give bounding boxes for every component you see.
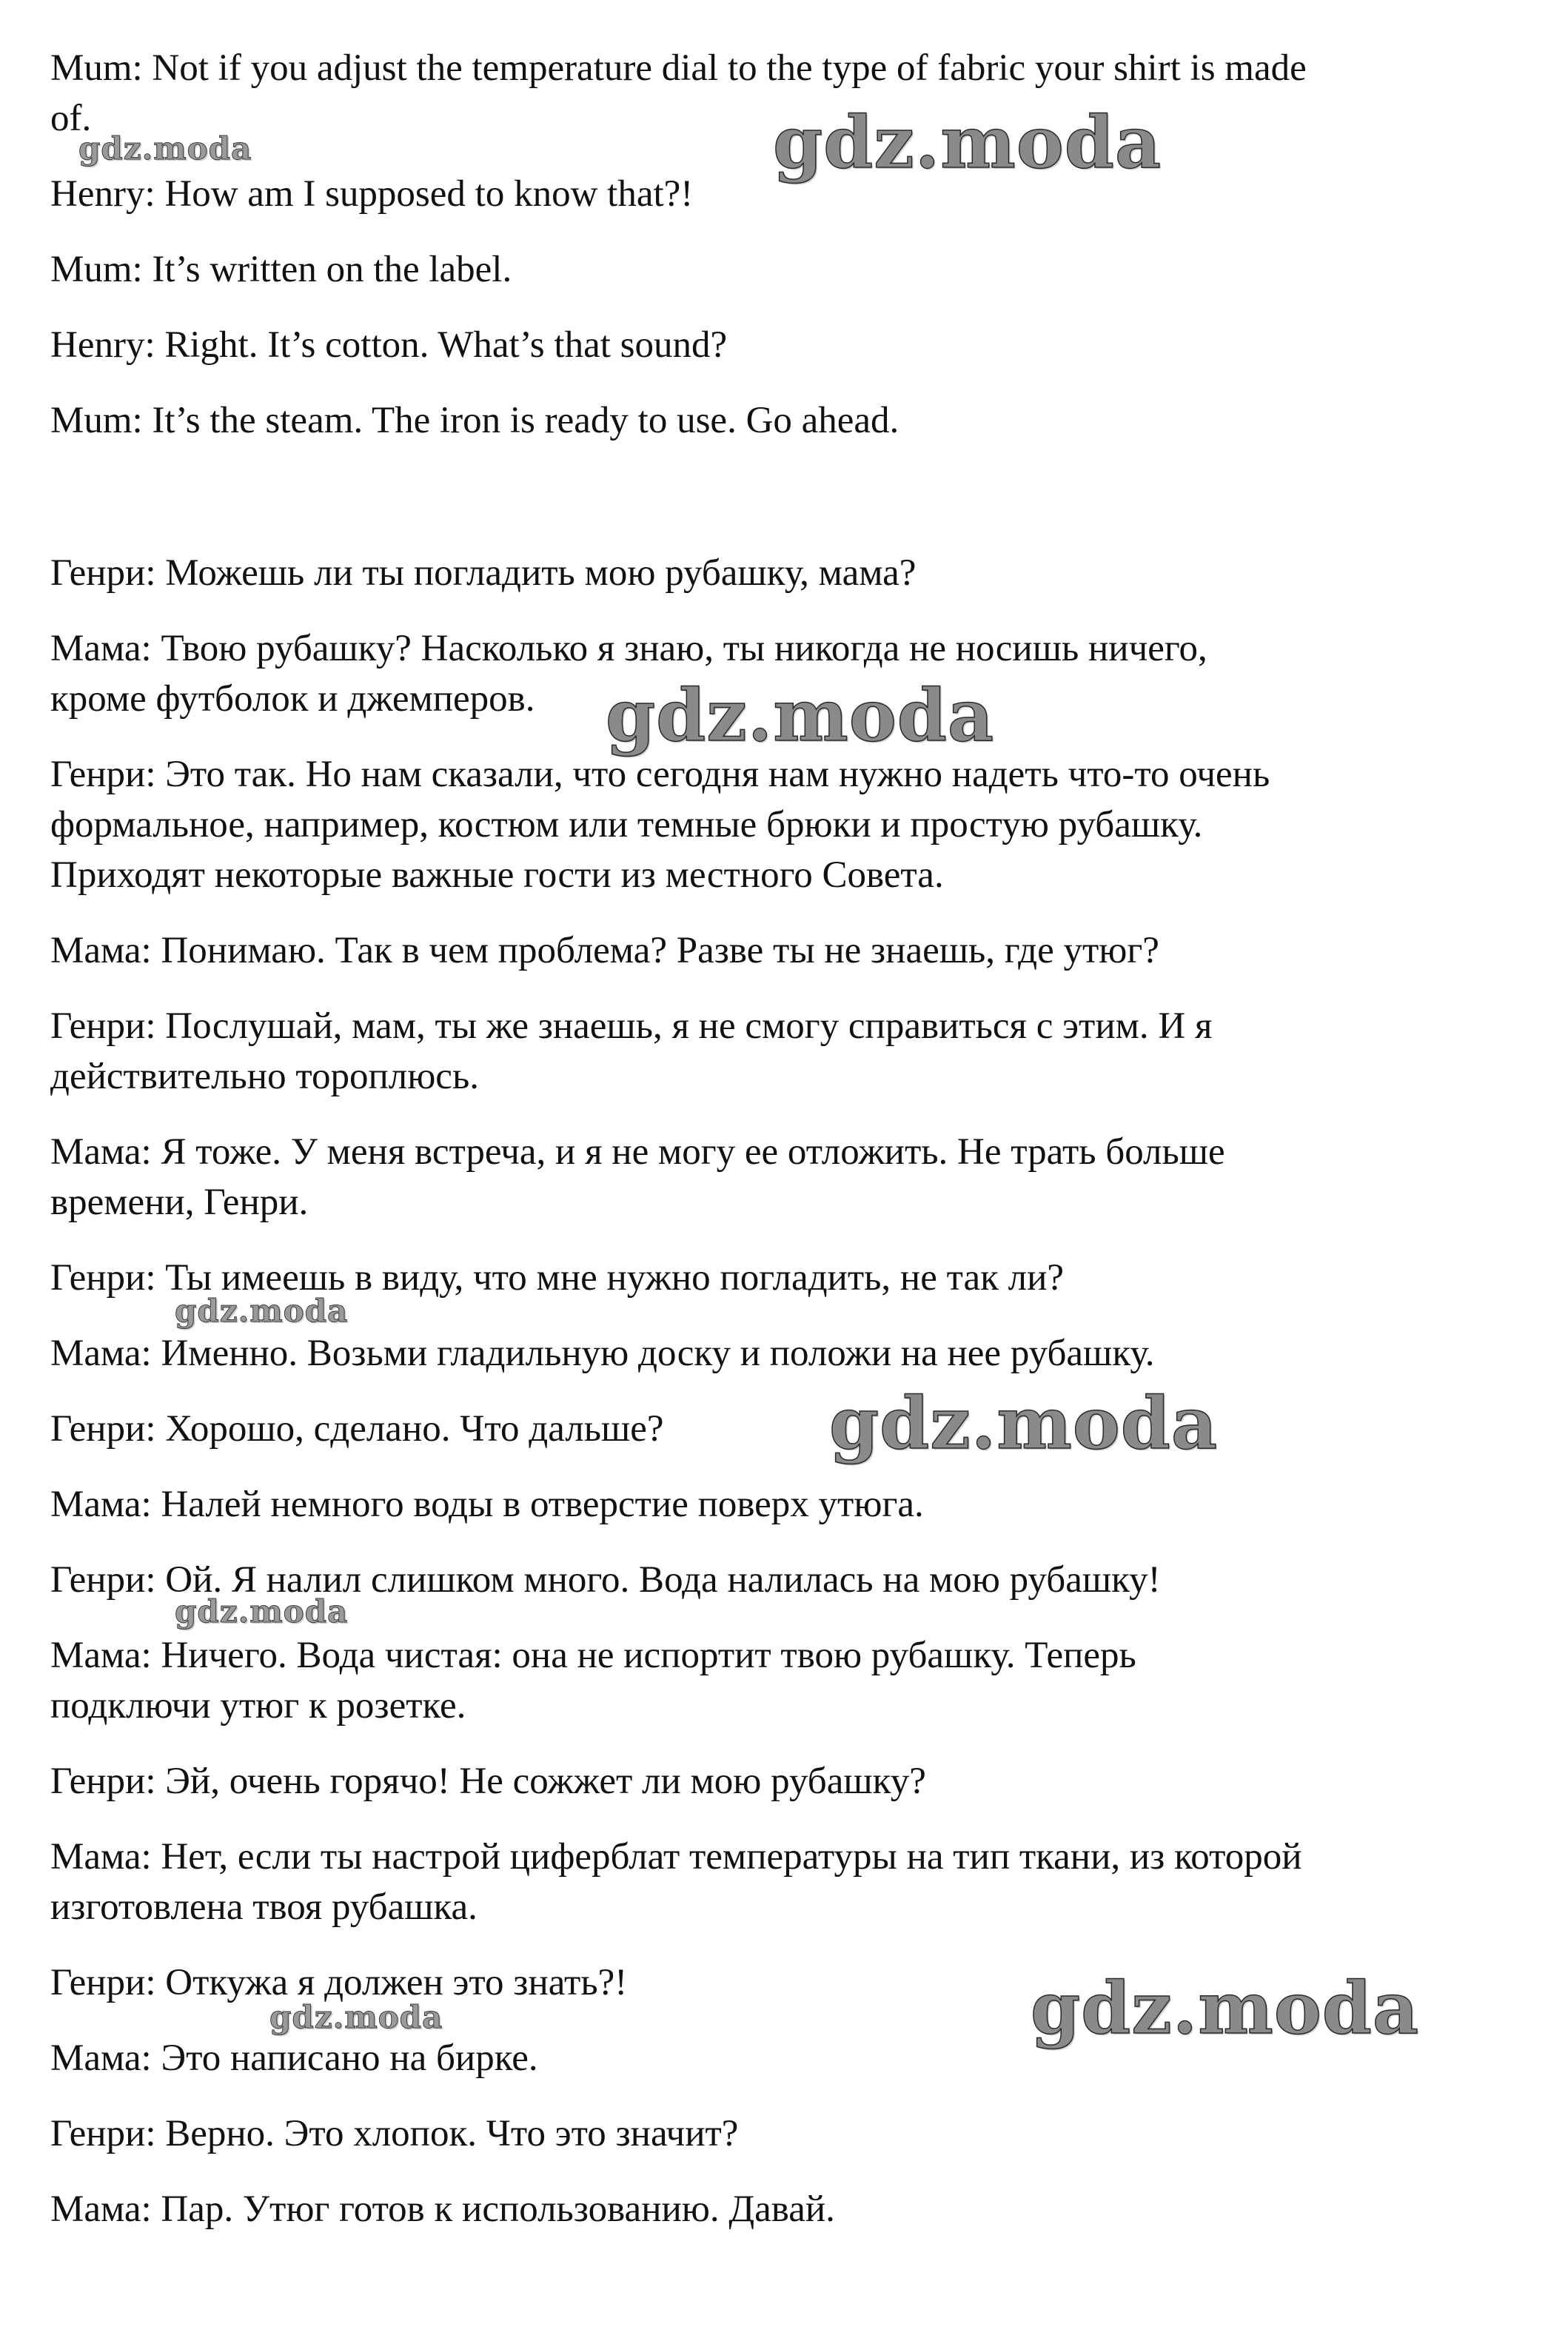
dialogue-line: Генри: Хорошо, сделано. Что дальше? [50, 1408, 664, 1450]
dialogue-line: Генри: Это так. Но нам сказали, что сегодня нам нужно надеть что-то очень [50, 754, 1270, 795]
dialogue-line: Мама: Нет, если ты настрой циферблат температуры на тип ткани, из которой [50, 1836, 1302, 1878]
dialogue-line: Генри: Ты имеешь в виду, что мне нужно погладить, не так ли? [50, 1257, 1065, 1299]
dialogue-line: Henry: How am I supposed to know that?! [50, 173, 694, 215]
dialogue-line: кроме футболок и джемперов. [50, 678, 535, 720]
dialogue-line: Приходят некоторые важные гости из местного Совета. [50, 854, 944, 896]
dialogue-line: Mum: Not if you adjust the temperature dial to the type of fabric your shirt is made [50, 47, 1307, 89]
dialogue-line: Mum: It’s the steam. The iron is ready to use. Go ahead. [50, 400, 899, 441]
watermark-logo: gdz.moda [78, 130, 252, 167]
dialogue-line: действительно тороплюсь. [50, 1056, 479, 1097]
watermark-logo: gdz.moda [175, 1593, 349, 1630]
dialogue-line: изготовлена твоя рубашка. [50, 1886, 478, 1928]
dialogue-line: Мама: Я тоже. У меня встреча, и я не могу ее отложить. Не трать больше [50, 1131, 1225, 1173]
dialogue-line: Генри: Можешь ли ты погладить мою рубашку, мама? [50, 552, 917, 594]
dialogue-line: формальное, например, костюм или темные брюки и простую рубашку. [50, 804, 1203, 845]
watermark-logo: gdz.moda [773, 101, 1162, 184]
watermark-logo: gdz.moda [1031, 1966, 1420, 2050]
dialogue-line: Мама: Твою рубашку? Насколько я знаю, ты никогда не носишь ничего, [50, 628, 1207, 669]
dialogue-line: Mum: It’s written on the label. [50, 249, 512, 290]
dialogue-line: Мама: Пар. Утюг готов к использованию. Давай. [50, 2188, 835, 2230]
dialogue-line: Генри: Послушай, мам, ты же знаешь, я не смогу справиться с этим. И я [50, 1005, 1213, 1047]
dialogue-line: Мама: Ничего. Вода чистая: она не испортит твою рубашку. Теперь [50, 1635, 1136, 1676]
dialogue-line: of. [50, 98, 92, 139]
dialogue-line: Генри: Откужа я должен это знать?! [50, 1962, 628, 2003]
watermark-logo: gdz.moda [175, 1293, 349, 1329]
dialogue-line: Мама: Это написано на бирке. [50, 2037, 538, 2079]
dialogue-line: Мама: Именно. Возьми гладильную доску и положи на нее рубашку. [50, 1333, 1155, 1374]
dialogue-line: Мама: Налей немного воды в отверстие поверх утюга. [50, 1484, 924, 1525]
watermark-logo: gdz.moda [606, 674, 995, 757]
dialogue-line: Генри: Эй, очень горячо! Не сожжет ли мою рубашку? [50, 1761, 926, 1802]
dialogue-line: Henry: Right. It’s cotton. What’s that sound? [50, 324, 728, 366]
dialogue-line: подключи утюг к розетке. [50, 1685, 466, 1727]
dialogue-line: Генри: Верно. Это хлопок. Что это значит? [50, 2113, 739, 2154]
watermark-logo: gdz.moda [269, 1999, 443, 2035]
dialogue-line: времени, Генри. [50, 1182, 309, 1223]
dialogue-line: Мама: Понимаю. Так в чем проблема? Разве ты не знаешь, где утюг? [50, 930, 1159, 971]
dialogue-line: Генри: Ой. Я налил слишком много. Вода налилась на мою рубашку! [50, 1559, 1161, 1601]
watermark-logo: gdz.moda [829, 1382, 1219, 1465]
